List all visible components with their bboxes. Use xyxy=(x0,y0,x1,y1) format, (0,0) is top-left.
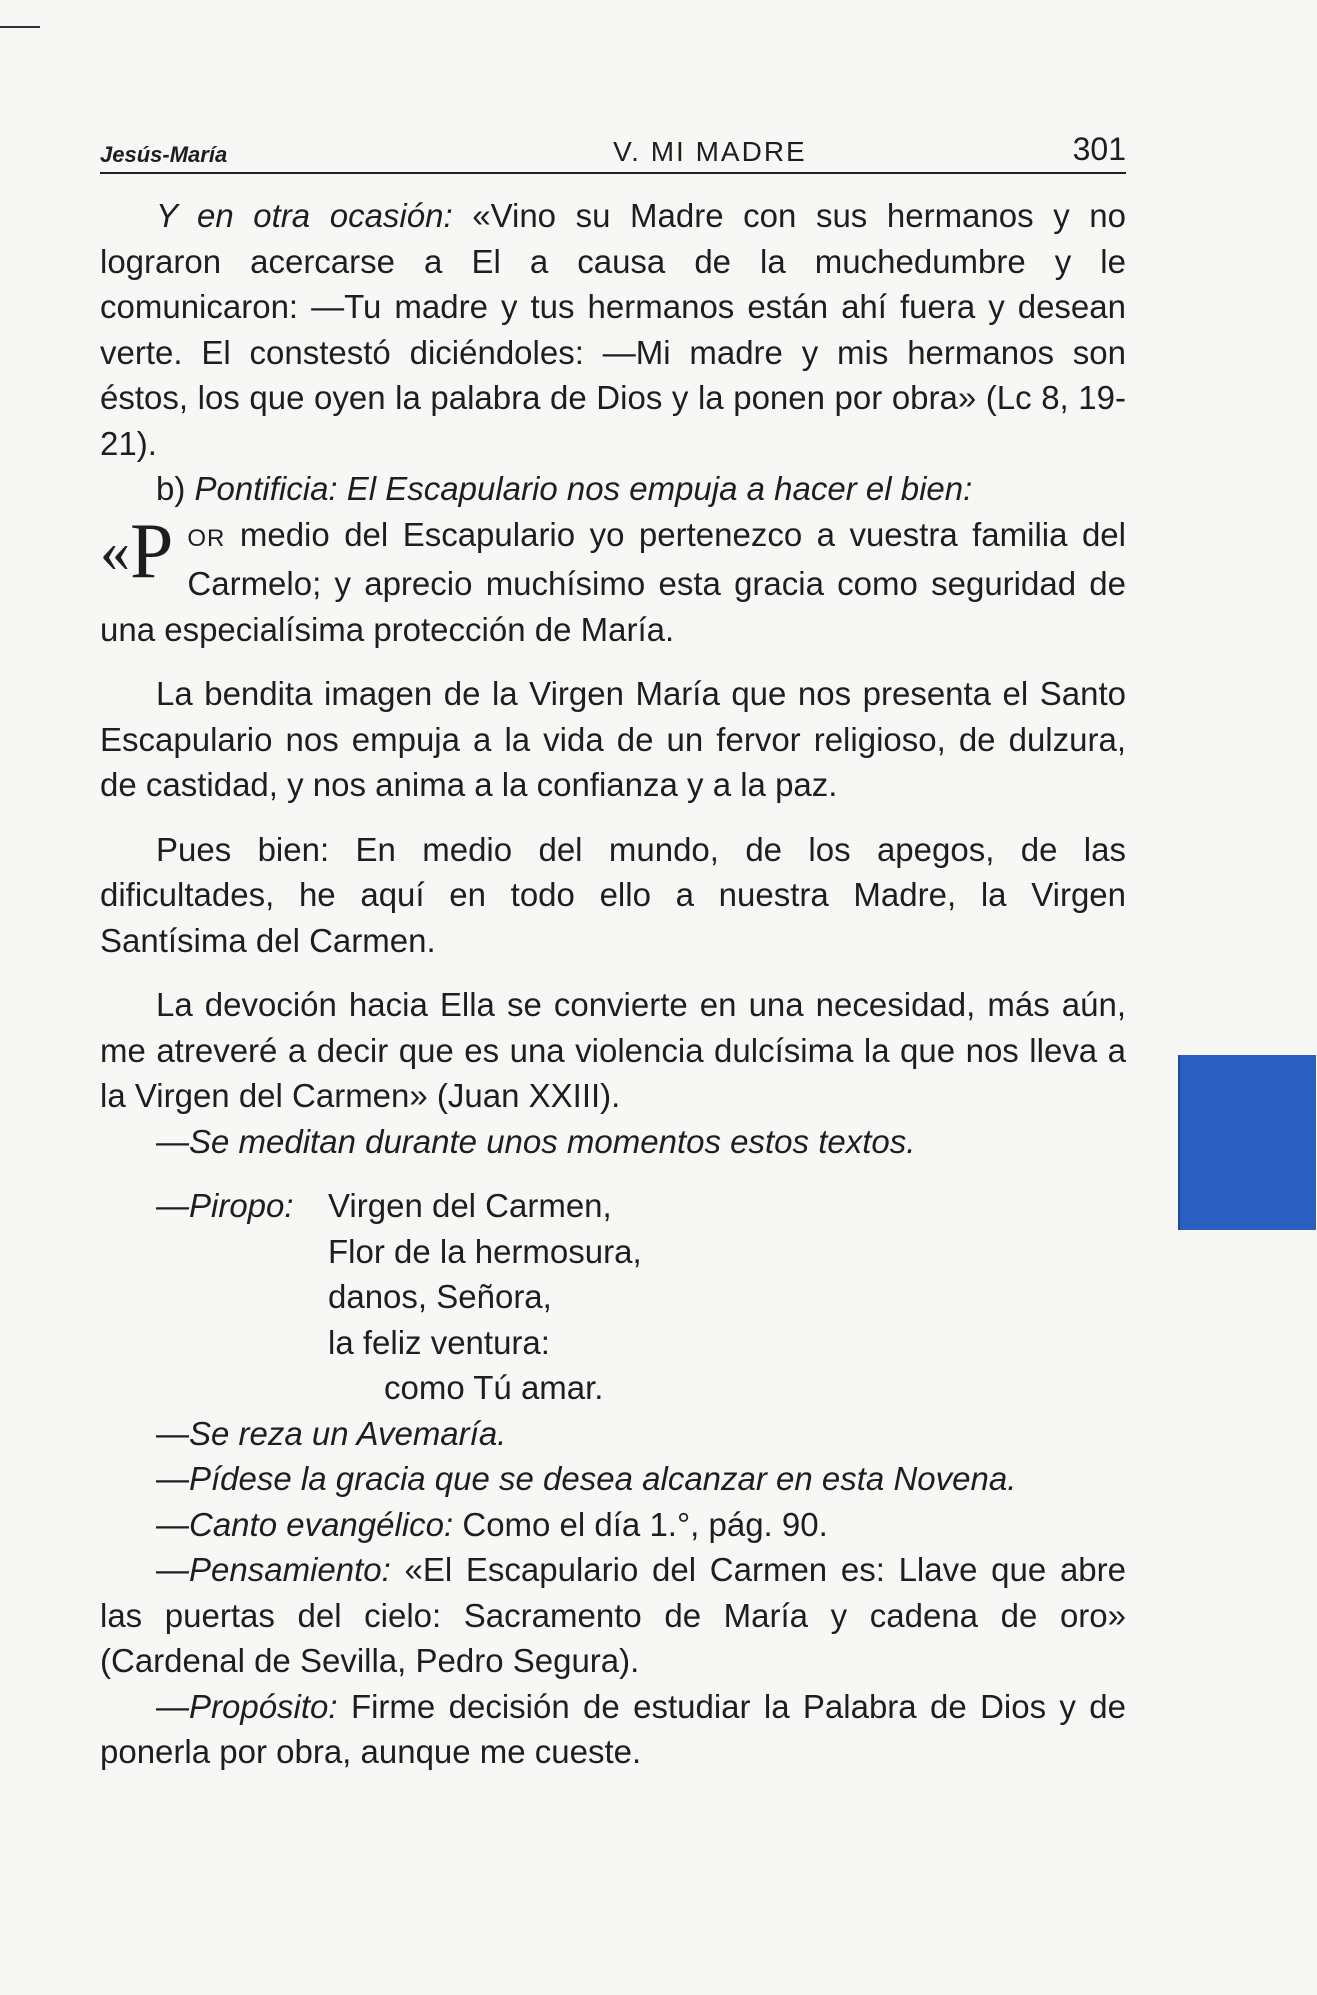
instruction-grace xyxy=(100,1456,1126,1502)
paragraph: La devoción hacia Ella se convierte en una necesidad, más aún, me atreveré a decir que es una violencia dulcísima la que nos lleva a la Virgen del Carmen» (Juan XXIII). xyxy=(100,986,1126,1114)
poem-line: danos, Señora, xyxy=(328,1278,552,1315)
poem-line: la feliz ventura: xyxy=(328,1323,550,1361)
instruction-canto xyxy=(100,1502,1126,1548)
paragraph-text: medio del Escapulario yo pertenezco a vuestra familia del Carmelo; y aprecio muchísimo esta gracia como seguridad de una especialísima protección de María. xyxy=(100,515,1126,648)
instruction-proposito xyxy=(100,1684,1126,1775)
page-number: 301 xyxy=(1072,131,1126,167)
instruction-avemaria xyxy=(100,1411,1126,1457)
instruction-text: —Se reza un Avemaría. xyxy=(156,1414,507,1452)
top-edge-mark xyxy=(0,26,40,28)
running-head xyxy=(100,128,1126,174)
instruction-label: —Propósito: xyxy=(156,1687,338,1725)
paragraph-pontifical-quote xyxy=(100,506,1126,653)
instruction-text: Como el día 1.°, pág. 90. xyxy=(453,1505,828,1543)
paragraph: Pues bien: En medio del mundo, de los apegos, de las dificultades, he aquí en todo ello a nuestra Madre, la Virgen Santísima del Carmen. xyxy=(100,830,1126,959)
subheading xyxy=(100,466,1126,512)
book-page xyxy=(100,128,1126,1775)
thumb-index-tab xyxy=(1178,1055,1316,1230)
piropo-label: —Piropo: xyxy=(156,1187,294,1224)
piropo-lines xyxy=(328,1183,642,1411)
instruction-pensamiento xyxy=(100,1547,1126,1684)
subheading-marker: b) xyxy=(156,470,195,507)
subheading-text: Pontificia: El Escapulario nos empuja a hacer el bien: xyxy=(194,470,973,507)
drop-cap-quote: « xyxy=(100,517,130,584)
drop-cap xyxy=(100,506,174,594)
instruction-text: Firme decisión de estudiar la Palabra de Dios y de ponerla por obra, aunque me cueste. xyxy=(100,1687,1126,1770)
piropo-block xyxy=(100,1183,1126,1411)
paragraph-text: «Vino su Madre con sus hermanos y no lograron acercarse a El a causa de la muchedumbre y le comunicaron: —Tu madre y tus hermanos están ahí fuera y desean verte. El constestó diciéndoles: —Mi madre y mis hermanos son éstos, los que oyen la palabra de Dios y la ponen por obra» (Lc 8, 19-21). xyxy=(100,197,1126,462)
small-caps: OR xyxy=(187,524,226,552)
drop-cap-letter: P xyxy=(130,506,174,594)
page-body xyxy=(100,193,1126,1775)
lead-italic: Y en otra ocasión: xyxy=(156,197,453,234)
poem-line: como Tú amar. xyxy=(384,1369,604,1406)
paragraph-gospel-quote xyxy=(100,193,1126,466)
instruction-text: «El Escapulario del Carmen es: Llave que abre las puertas del cielo: Sacramento de María y cadena de oro» (Cardenal de Sevilla, Pedro Segura). xyxy=(100,1551,1126,1679)
instruction-meditate xyxy=(100,1119,1126,1165)
running-head-chapter: V. MI MADRE xyxy=(613,136,807,167)
instruction-text: —Pídese la gracia que se desea alcanzar en esta Novena. xyxy=(156,1460,1017,1497)
instruction-text: —Se meditan durante unos momentos estos textos. xyxy=(156,1122,916,1160)
instruction-label: —Pensamiento: xyxy=(156,1551,391,1588)
poem-line: Virgen del Carmen, xyxy=(328,1187,612,1224)
instruction-label: —Canto evangélico: xyxy=(156,1505,454,1543)
paragraph: La bendita imagen de la Virgen María que nos presenta el Santo Escapulario nos empuja a la vida de un fervor religioso, de dulzura, de castidad, y nos anima a la confianza y a la paz. xyxy=(100,675,1126,803)
poem-line: Flor de la hermosura, xyxy=(328,1232,642,1270)
running-head-left: Jesús-María xyxy=(100,142,228,167)
